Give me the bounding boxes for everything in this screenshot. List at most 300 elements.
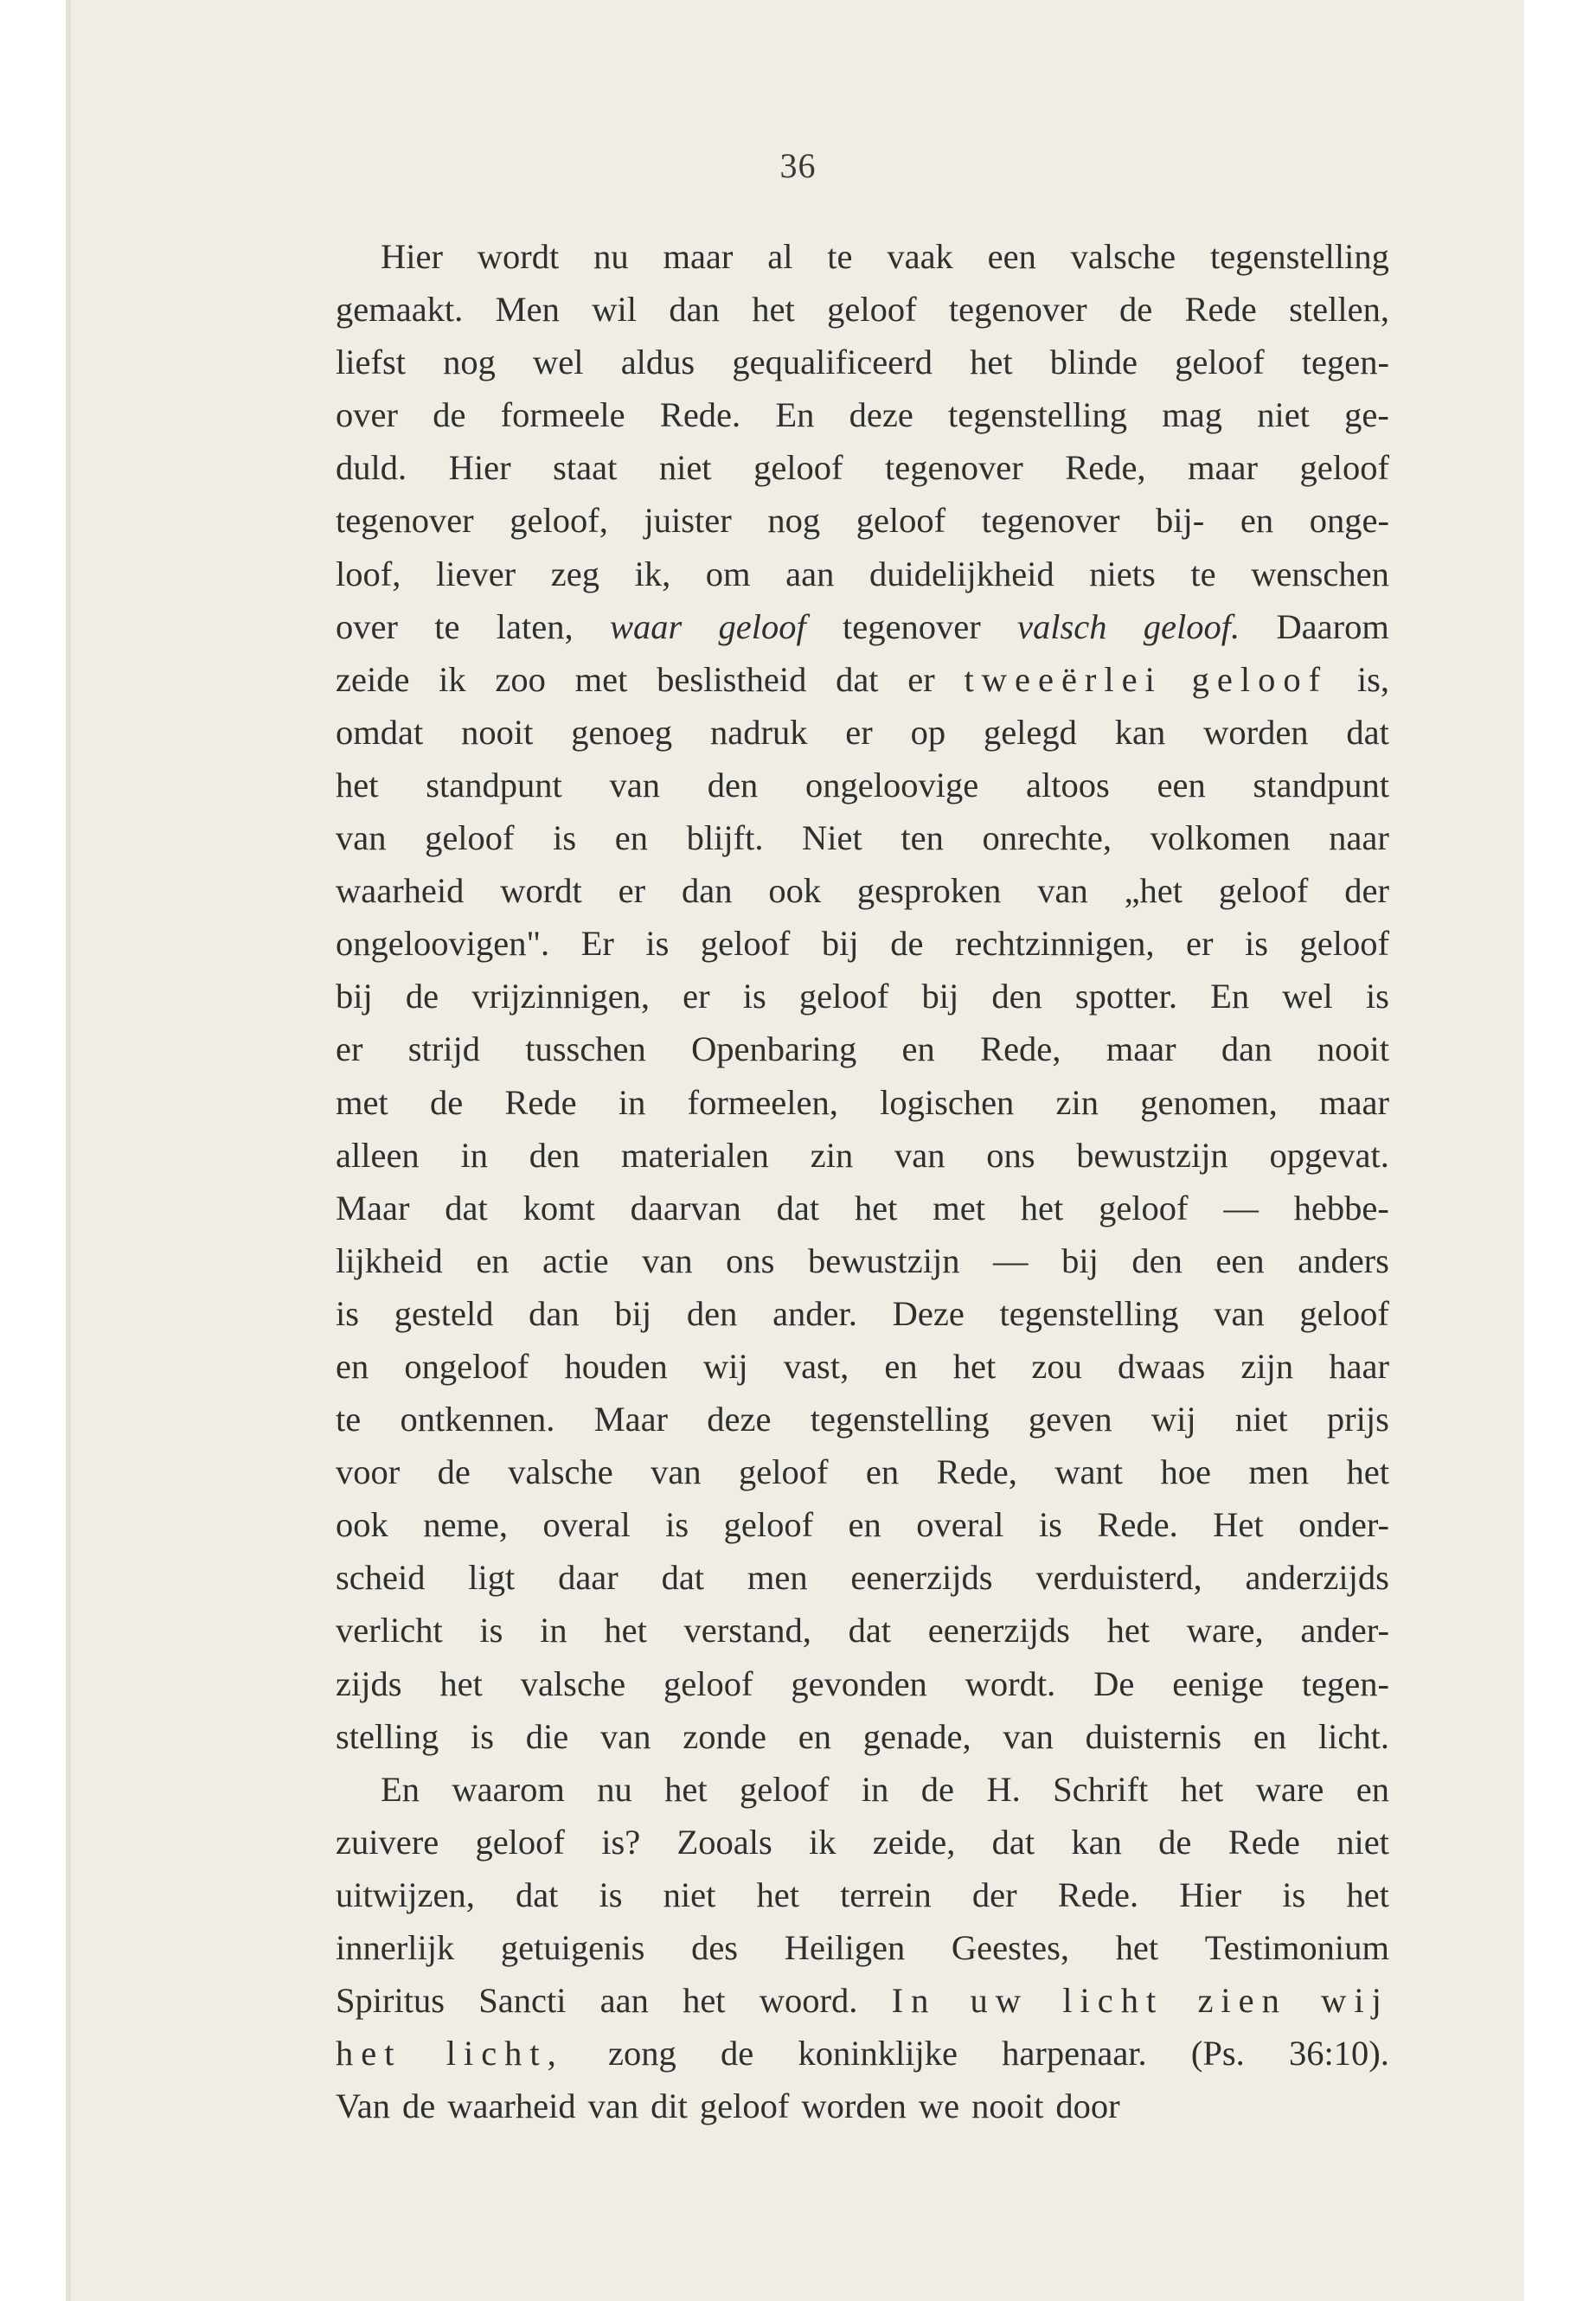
word: stellen, <box>1289 290 1389 330</box>
word: Hier <box>1179 1875 1242 1914</box>
word: het <box>664 1769 708 1809</box>
word: Geestes, <box>951 1928 1069 1967</box>
text-line <box>336 1816 1389 1868</box>
word: Zooals <box>676 1822 772 1862</box>
word: den <box>707 765 759 804</box>
word: uitwijzen, <box>336 1875 475 1914</box>
word: worden <box>1203 712 1309 752</box>
text-line <box>336 1763 1389 1816</box>
word: geloof <box>798 977 889 1016</box>
text-line <box>336 1287 1389 1340</box>
word: bij <box>614 1293 652 1333</box>
word: in <box>540 1611 567 1650</box>
text-line <box>336 970 1389 1022</box>
word: innerlijk <box>336 1928 455 1967</box>
word: strijd <box>407 1029 481 1069</box>
word: den <box>991 977 1042 1016</box>
word: ook <box>768 871 822 911</box>
text-line <box>336 1657 1389 1710</box>
text-line <box>336 1498 1389 1551</box>
word: is <box>599 1875 623 1914</box>
word: geloof <box>753 448 843 488</box>
word: aldus <box>620 343 695 382</box>
text-line <box>336 1974 1389 2027</box>
word: maar <box>1319 1082 1389 1122</box>
word: lijkheid <box>336 1240 443 1280</box>
word: materialen <box>621 1135 769 1175</box>
word: nooit <box>461 712 534 752</box>
word: geloof <box>1299 448 1389 488</box>
text-line <box>336 548 1389 600</box>
word: deze <box>849 395 913 435</box>
word: zijds <box>336 1663 402 1703</box>
word: Hier <box>448 448 511 488</box>
word: uw <box>970 1981 1029 2021</box>
text-line <box>336 2027 1389 2080</box>
word: liefst <box>336 343 406 382</box>
word: dit <box>651 2086 688 2126</box>
word: vrijzinnigen, <box>471 977 651 1016</box>
word: wenschen <box>1251 554 1389 593</box>
word: dat <box>661 1558 705 1598</box>
text-line <box>336 2080 1389 2132</box>
word: volkomen <box>1150 818 1291 858</box>
word: ligt <box>468 1558 516 1598</box>
text-line <box>336 388 1389 441</box>
word: tegen- <box>1301 343 1389 382</box>
word: niets <box>1089 554 1156 593</box>
word: tusschen <box>525 1029 646 1069</box>
word: om <box>705 554 751 593</box>
word: de <box>890 924 924 964</box>
word: te <box>336 1400 362 1439</box>
word: nu <box>593 237 629 276</box>
word: genade, <box>862 1716 971 1756</box>
word: in <box>460 1135 488 1175</box>
word: het <box>336 2034 402 2073</box>
text-line <box>336 917 1389 970</box>
body-text <box>336 230 1389 2132</box>
word: gesproken <box>856 871 1002 911</box>
word: ten <box>901 818 944 858</box>
word: wij <box>702 1346 748 1386</box>
word: tegenover <box>981 501 1120 541</box>
word: het <box>854 1188 898 1227</box>
word: we <box>918 2086 960 2126</box>
word: beslistheid <box>657 659 807 699</box>
word: mag <box>1162 395 1222 435</box>
word: ware, <box>1186 1611 1264 1650</box>
word: duisternis <box>1085 1716 1222 1756</box>
word: wij <box>1321 1981 1389 2021</box>
word: alleen <box>336 1135 420 1175</box>
word: scheid <box>336 1558 426 1598</box>
word: van <box>609 765 660 804</box>
word: is <box>1365 977 1389 1016</box>
word: onrechte, <box>982 818 1112 858</box>
word: zin <box>1055 1082 1099 1122</box>
word: het <box>439 1663 483 1703</box>
word: met <box>933 1188 985 1227</box>
word: onder- <box>1298 1505 1389 1545</box>
word: in <box>861 1769 889 1809</box>
word: zeide <box>336 659 410 699</box>
word: er <box>336 1029 363 1069</box>
word: verlicht <box>336 1611 443 1650</box>
word: dwaas <box>1118 1346 1206 1386</box>
word: gemaakt. <box>336 290 464 330</box>
word: het <box>1115 1928 1159 1967</box>
word: Rede. <box>659 395 741 435</box>
word: den <box>1131 1240 1183 1280</box>
word: bij <box>821 924 859 964</box>
word: nooit <box>1317 1029 1389 1069</box>
word: laten, <box>496 606 574 646</box>
word: is <box>479 1611 503 1650</box>
word: door <box>1055 2086 1120 2126</box>
word: zoo <box>495 659 546 699</box>
word: wil <box>592 290 638 330</box>
word: van <box>1003 1716 1054 1756</box>
text-line <box>336 1076 1389 1129</box>
word: geloof <box>699 2086 790 2126</box>
word: geloof <box>1299 924 1389 964</box>
word: men <box>1248 1452 1310 1492</box>
text-line <box>336 1340 1389 1393</box>
word: niet <box>658 448 712 488</box>
word: ge- <box>1344 395 1389 435</box>
word: tegenstelling <box>810 1400 990 1439</box>
word: een <box>1157 765 1206 804</box>
word: zin <box>810 1135 854 1175</box>
word: te <box>1190 554 1216 593</box>
word: rechtzinnigen, <box>954 924 1155 964</box>
word: Rede. <box>1097 1505 1178 1545</box>
text-line <box>336 1921 1389 1974</box>
word: wel <box>533 343 584 382</box>
word: harpenaar. <box>1002 2034 1147 2073</box>
word: Schrift <box>1053 1769 1149 1809</box>
word: zien <box>1197 1981 1287 2021</box>
word: valsche <box>1070 237 1176 276</box>
word: van <box>336 818 387 858</box>
word: dat <box>991 1822 1035 1862</box>
word: en <box>884 1346 918 1386</box>
word: het <box>970 343 1013 382</box>
word: waar <box>609 606 683 646</box>
word: anders <box>1298 1240 1389 1280</box>
word: naar <box>1329 818 1389 858</box>
word: valsche <box>520 1663 626 1703</box>
word: Niet <box>802 818 862 858</box>
word: verduisterd, <box>1035 1558 1202 1598</box>
word: het <box>604 1611 647 1650</box>
word: ook <box>336 1505 388 1545</box>
word: zeg <box>550 554 599 593</box>
word: al <box>767 237 793 276</box>
word: Rede, <box>980 1029 1061 1069</box>
word: dan <box>529 1293 580 1333</box>
word: ware <box>1255 1769 1324 1809</box>
word: een <box>987 237 1036 276</box>
word: liever <box>435 554 516 593</box>
word: waarheid <box>447 2086 576 2126</box>
word: H. <box>986 1769 1021 1809</box>
word: te <box>827 237 853 276</box>
word: nooit <box>971 2086 1044 2126</box>
word: het <box>683 1981 726 2021</box>
word: dan <box>1221 1029 1272 1069</box>
word: en <box>798 1716 831 1756</box>
word: verstand, <box>683 1611 811 1650</box>
word: Rede <box>504 1082 577 1122</box>
word: de <box>1158 1822 1192 1862</box>
word: zijn <box>1240 1346 1294 1386</box>
word: eenerzijds <box>850 1558 993 1598</box>
word: komt <box>522 1188 595 1227</box>
word: Het <box>1213 1505 1264 1545</box>
word: duidelijkheid <box>869 554 1054 593</box>
word: stelling <box>336 1716 439 1756</box>
word: Men <box>495 290 560 330</box>
word: is? <box>601 1822 641 1862</box>
word: tegenstelling <box>999 1293 1179 1333</box>
word: tegenover <box>843 606 981 646</box>
word: eenerzijds <box>927 1611 1070 1650</box>
word: dan <box>669 290 720 330</box>
page-number: 36 <box>779 146 817 185</box>
word: geloof <box>827 290 917 330</box>
word: en <box>865 1452 900 1492</box>
word: het <box>952 1346 997 1386</box>
word: vast, <box>783 1346 849 1386</box>
word: van <box>642 1240 693 1280</box>
word: de <box>402 2086 436 2126</box>
word: En <box>381 1769 420 1809</box>
word: met <box>574 659 628 699</box>
word: geven <box>1028 1400 1112 1439</box>
word: Maar <box>336 1188 410 1227</box>
word: en <box>336 1346 369 1386</box>
word: houden <box>564 1346 668 1386</box>
word: formeele <box>500 395 625 435</box>
word: met <box>336 1082 388 1122</box>
word: Heiligen <box>784 1928 906 1967</box>
word: altoos <box>1026 765 1110 804</box>
word: geloof <box>1191 659 1329 699</box>
word: ik <box>809 1822 836 1862</box>
word: geloof <box>856 501 946 541</box>
word: maar <box>1106 1029 1176 1069</box>
word: Rede <box>1227 1822 1300 1862</box>
word: niet <box>1234 1400 1288 1439</box>
word: van <box>600 1716 651 1756</box>
word: standpunt <box>426 765 562 804</box>
word: koninklijke <box>798 2034 958 2073</box>
word: dat <box>515 1875 559 1914</box>
word: kan <box>1071 1822 1122 1862</box>
text-line <box>336 706 1389 759</box>
word: maar <box>663 237 734 276</box>
word: bij- <box>1156 501 1205 541</box>
word: geloof <box>1099 1188 1189 1227</box>
word: Rede, <box>1065 448 1146 488</box>
word: duld. <box>336 448 407 488</box>
word: wel <box>1282 977 1333 1016</box>
word: en <box>1253 1716 1287 1756</box>
word: geloof <box>1218 871 1309 911</box>
word: geloof <box>1175 343 1265 382</box>
word: de <box>405 977 439 1016</box>
word: de <box>429 1082 464 1122</box>
word: geloof, <box>510 501 608 541</box>
word: Spiritus <box>336 1981 445 2021</box>
word: het <box>756 1875 799 1914</box>
word: den <box>529 1135 580 1175</box>
word: niet <box>1257 395 1310 435</box>
word: tegenover <box>948 290 1087 330</box>
word: logischen <box>880 1082 1015 1122</box>
word: spotter. <box>1074 977 1178 1016</box>
word: vaak <box>887 237 953 276</box>
word: nog <box>443 343 496 382</box>
word: maar <box>1188 448 1258 488</box>
text-line <box>336 283 1389 336</box>
word: de <box>1118 290 1153 330</box>
word: is <box>665 1505 689 1545</box>
word: wordt <box>500 871 582 911</box>
word: van <box>1037 871 1088 911</box>
word: In <box>891 1981 937 2021</box>
word: actie <box>542 1240 609 1280</box>
word: het <box>1106 1611 1151 1650</box>
word: waarom <box>452 1769 565 1809</box>
word: wordt. <box>965 1663 1056 1703</box>
word: want <box>1054 1452 1124 1492</box>
word: Er <box>580 924 614 964</box>
word: blinde <box>1049 343 1138 382</box>
word: is <box>1244 924 1268 964</box>
text-line <box>336 441 1389 494</box>
word: Sancti <box>478 1981 567 2021</box>
word: het <box>336 765 379 804</box>
word: over <box>336 606 398 646</box>
word: geloof <box>475 1822 565 1862</box>
word: ongeloovigen". <box>336 924 550 964</box>
word: tegen- <box>1301 1663 1389 1703</box>
word: niet <box>663 1875 716 1914</box>
word: de <box>433 395 466 435</box>
word: zou <box>1031 1346 1082 1386</box>
word: geloof <box>740 1769 830 1809</box>
word: is <box>1282 1875 1306 1914</box>
word: dan <box>681 871 733 911</box>
word: genomen, <box>1140 1082 1278 1122</box>
word: ik <box>439 659 466 699</box>
word: valsch <box>1017 606 1107 646</box>
word: is, <box>1356 659 1389 699</box>
word: is <box>645 924 670 964</box>
word: nadruk <box>709 712 808 752</box>
word: van <box>1214 1293 1265 1333</box>
word: aan <box>599 1981 649 2021</box>
word: geloof <box>739 1452 829 1492</box>
word: overal <box>916 1505 1004 1545</box>
word: anderzijds <box>1245 1558 1389 1598</box>
word: daar <box>558 1558 619 1598</box>
word: ik, <box>634 554 671 593</box>
text-line <box>336 653 1389 706</box>
word: geloof <box>700 924 791 964</box>
word: De <box>1093 1663 1135 1703</box>
word: is <box>553 818 577 858</box>
word: die <box>525 1716 569 1756</box>
word: aan <box>785 554 835 593</box>
word: nog <box>767 501 821 541</box>
word: voor <box>336 1452 401 1492</box>
word: er <box>1185 924 1214 964</box>
word: gequalificeerd <box>732 343 933 382</box>
word: 36:10). <box>1289 2034 1389 2073</box>
word: zeide, <box>872 1822 956 1862</box>
word: — <box>993 1240 1029 1280</box>
word: en <box>1240 501 1274 541</box>
word: er <box>907 659 935 699</box>
word: is <box>1038 1505 1062 1545</box>
word: er <box>683 977 710 1016</box>
word: geloof <box>718 606 806 646</box>
word: het <box>1180 1769 1224 1809</box>
word: blijft. <box>686 818 764 858</box>
word: — <box>1223 1188 1259 1227</box>
word: Van <box>336 2086 390 2126</box>
word: prijs <box>1326 1400 1389 1439</box>
word: kan <box>1114 712 1166 752</box>
text-line <box>336 1445 1389 1498</box>
word: ontkennen. <box>400 1400 555 1439</box>
word: over <box>336 395 398 435</box>
word: eenige <box>1172 1663 1264 1703</box>
word: juister <box>644 501 732 541</box>
word: tegenstelling <box>1209 237 1389 276</box>
text-line <box>336 864 1389 917</box>
word: dat <box>776 1188 820 1227</box>
word: van <box>651 1452 702 1492</box>
text-line <box>336 1710 1389 1763</box>
word: ongeloovige <box>805 765 979 804</box>
word: tweeërlei <box>964 659 1163 699</box>
text-line <box>336 1393 1389 1445</box>
word: wij <box>1151 1400 1196 1439</box>
word: bij <box>336 977 373 1016</box>
word: ons <box>986 1135 1035 1175</box>
word: waarheid <box>336 871 465 911</box>
word: terrein <box>840 1875 932 1914</box>
text-line <box>336 759 1389 811</box>
word: er <box>618 871 646 911</box>
text-line <box>336 1868 1389 1921</box>
word: zonde <box>683 1716 766 1756</box>
word: gevonden <box>791 1663 927 1703</box>
word: in <box>618 1082 646 1122</box>
word: gesteld <box>394 1293 494 1333</box>
word: is <box>336 1293 360 1333</box>
text-line <box>336 811 1389 864</box>
word: haar <box>1329 1346 1389 1386</box>
word: deze <box>707 1400 772 1439</box>
text-line <box>336 336 1389 388</box>
word: getuigenis <box>500 1928 645 1967</box>
